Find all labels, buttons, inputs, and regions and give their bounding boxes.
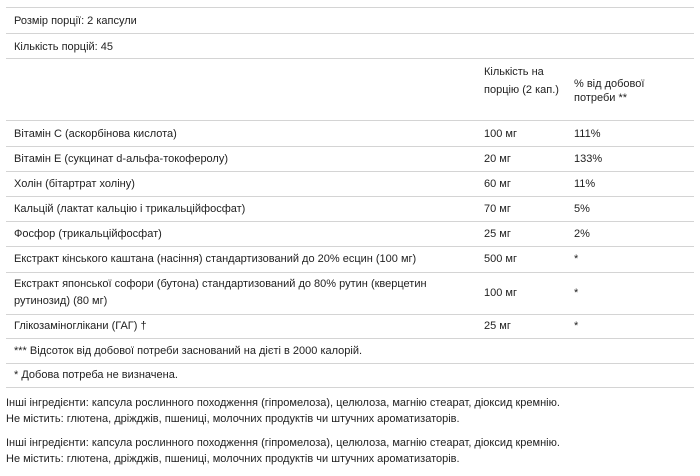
nutrient-daily-value: 11% <box>574 178 596 190</box>
divider <box>6 221 694 222</box>
header-amount: Кількість на порцію (2 кап.) <box>484 66 559 96</box>
nutrient-name: Екстракт японської софори (бутона) стандартизований до 80% рутин (кверцетин рутинозид) (80 мг) <box>14 278 427 307</box>
nutrient-amount: 70 мг <box>484 203 511 215</box>
nutrient-name: Глікозаміноглікани (ГАГ) † <box>14 320 147 332</box>
nutrient-name: Вітамін Е (сукцинат d-альфа-токоферолу) <box>14 153 229 165</box>
nutrient-amount: 500 мг <box>484 253 517 265</box>
nutrient-amount: 100 мг <box>484 287 517 299</box>
other-ingredients: Інші інгредієнти: капсула рослинного походження (гіпромелоза), целюлоза, магнію стеарат, діоксид кремнію. <box>6 397 560 409</box>
nutrient-name: Кальцій (лактат кальцію і трикальційфосфат) <box>14 203 246 215</box>
nutrient-amount: 60 мг <box>484 178 511 190</box>
divider <box>6 314 694 315</box>
contains-not: Не містить: глютена, дріжджів, пшениці, молочних продуктів чи штучних ароматизаторів. <box>6 413 460 425</box>
divider <box>6 272 694 273</box>
other-ingredients: Інші інгредієнти: капсула рослинного походження (гіпромелоза), целюлоза, магнію стеарат, діоксид кремнію. <box>6 437 560 449</box>
servings-per-container: Кількість порцій: 45 <box>14 41 114 53</box>
divider <box>6 33 694 34</box>
divider <box>6 363 694 364</box>
contains-not: Не містить: глютена, дріжджів, пшениці, молочних продуктів чи штучних ароматизаторів. <box>6 453 460 465</box>
serving-size: Розмір порції: 2 капсули <box>14 15 137 27</box>
nutrient-daily-value: 133% <box>574 153 603 165</box>
divider <box>6 7 694 8</box>
nutrient-name: Вітамін С (аскорбінова кислота) <box>14 128 177 140</box>
divider <box>6 171 694 172</box>
divider <box>6 338 694 339</box>
divider <box>6 58 694 59</box>
not-established-note: * Добова потреба не визначена. <box>14 369 178 381</box>
nutrient-daily-value: 2% <box>574 228 590 240</box>
divider <box>6 246 694 247</box>
nutrient-name: Холін (бітартрат холіну) <box>14 178 135 190</box>
divider <box>6 196 694 197</box>
nutrient-amount: 25 мг <box>484 320 511 332</box>
nutrient-daily-value: * <box>574 320 579 332</box>
divider <box>6 387 694 388</box>
divider <box>6 120 694 121</box>
nutrient-daily-value: * <box>574 287 579 299</box>
nutrient-daily-value: 5% <box>574 203 590 215</box>
nutrient-name: Екстракт кінського каштана (насіння) стандартизований до 20% есцин (100 мг) <box>14 253 417 265</box>
nutrient-name: Фосфор (трикальційфосфат) <box>14 228 162 240</box>
nutrient-daily-value: 111% <box>574 128 601 140</box>
daily-value-note: *** Відсоток від добової потреби заснований на дієті в 2000 калорій. <box>14 345 363 357</box>
nutrient-amount: 20 мг <box>484 153 511 165</box>
divider <box>6 146 694 147</box>
header-daily-value: % від добової потреби ** <box>574 78 645 104</box>
nutrient-amount: 100 мг <box>484 128 517 140</box>
nutrient-amount: 25 мг <box>484 228 511 240</box>
nutrient-daily-value: * <box>574 253 579 265</box>
